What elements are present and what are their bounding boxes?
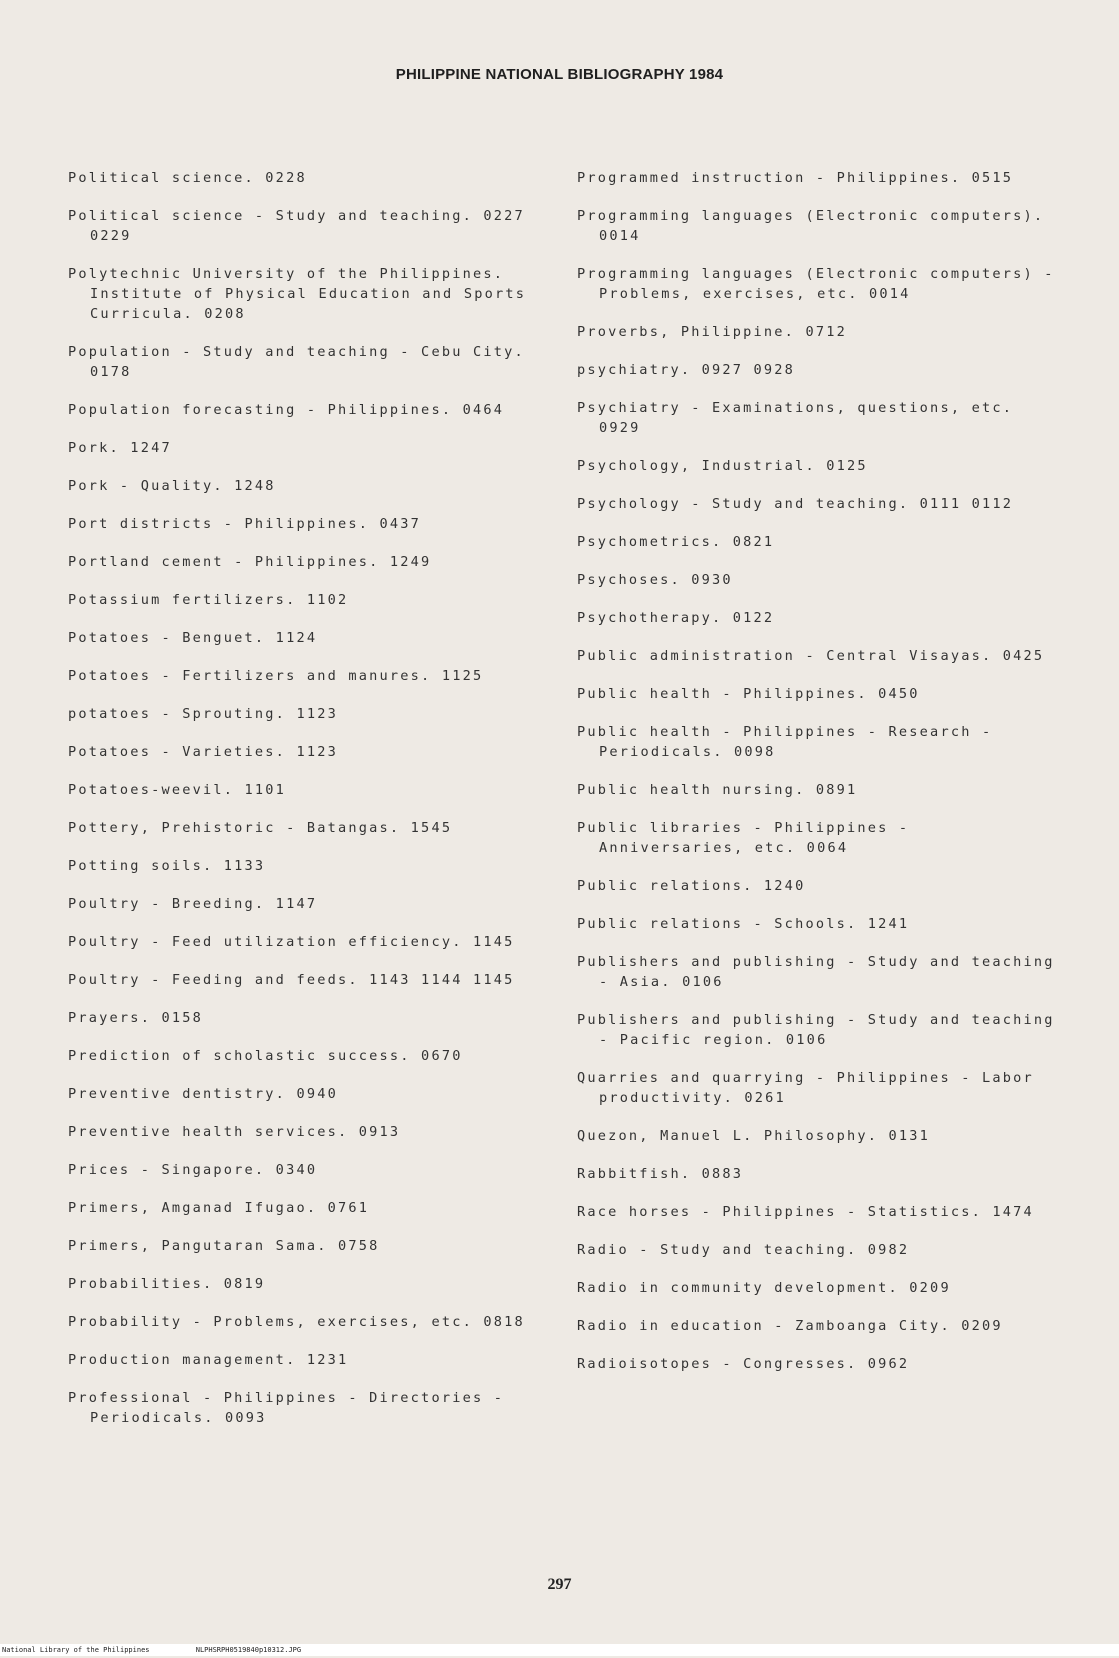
index-entry: Portland cement - Philippines. 1249 [68, 554, 432, 570]
page-title: PHILIPPINE NATIONAL BIBLIOGRAPHY 1984 [395, 66, 724, 83]
index-entry: Radio in education - Zamboanga City. 0209 [577, 1318, 1003, 1334]
index-entry: Psychology - Study and teaching. 0111 0112 [577, 496, 1014, 512]
index-entry: Radio in community development. 0209 [577, 1280, 951, 1296]
index-entry: Primers, Pangutaran Sama. 0758 [68, 1238, 380, 1254]
index-entry: Potatoes - Benguet. 1124 [68, 630, 318, 646]
index-entry: Psychiatry - Examinations, questions, etc. 0929 [577, 400, 1014, 436]
index-entry: Publishers and publishing - Study and teaching - Asia. 0106 [577, 954, 1055, 990]
index-entry: Public health - Philippines. 0450 [577, 686, 920, 702]
index-entry: Public relations. 1240 [577, 878, 806, 894]
index-entry: potatoes - Sprouting. 1123 [68, 706, 338, 722]
index-entry: Poultry - Breeding. 1147 [68, 896, 318, 912]
index-entry: Potatoes-weevil. 1101 [68, 782, 287, 798]
index-entry: Race horses - Philippines - Statistics. 1474 [577, 1204, 1034, 1220]
index-entry: Public health - Philippines - Research - Periodicals. 0098 [577, 724, 993, 760]
index-entry: Potassium fertilizers. 1102 [68, 592, 349, 608]
index-entry: Public relations - Schools. 1241 [577, 916, 910, 932]
index-entry: Potting soils. 1133 [68, 858, 266, 874]
index-entry: Psychology, Industrial. 0125 [577, 458, 868, 474]
index-entry: Preventive dentistry. 0940 [68, 1086, 338, 1102]
footer-library: National Library of the Philippines [2, 1646, 150, 1654]
index-entry: Programming languages (Electronic computers). 0014 [577, 208, 1045, 244]
index-entry: Political science. 0228 [68, 170, 307, 186]
footer-file: NLPHSRPH0519840p10312.JPG [195, 1646, 302, 1654]
index-entry: Public administration - Central Visayas. 0425 [577, 648, 1045, 664]
index-entry: Production management. 1231 [68, 1352, 349, 1368]
index-entry: Primers, Amganad Ifugao. 0761 [68, 1200, 370, 1216]
index-entry: Programmed instruction - Philippines. 0515 [577, 170, 1014, 186]
index-column-right [577, 168, 1057, 1392]
index-entry: Radio - Study and teaching. 0982 [577, 1242, 910, 1258]
index-entry: Pork - Quality. 1248 [68, 478, 276, 494]
index-entry: Public health nursing. 0891 [577, 782, 858, 798]
index-entry: Quezon, Manuel L. Philosophy. 0131 [577, 1128, 931, 1144]
index-entry: Poultry - Feeding and feeds. 1143 1144 1145 [68, 972, 515, 988]
index-entry: Probabilities. 0819 [68, 1276, 266, 1292]
index-entry: Radioisotopes - Congresses. 0962 [577, 1356, 910, 1372]
index-entry: Pottery, Prehistoric - Batangas. 1545 [68, 820, 453, 836]
scan-footer [0, 1644, 1119, 1656]
index-column-left [68, 168, 538, 1446]
index-entry: Preventive health services. 0913 [68, 1124, 401, 1140]
index-entry: Poultry - Feed utilization efficiency. 1145 [68, 934, 515, 950]
index-entry: Political science - Study and teaching. 0227 0229 [68, 208, 525, 244]
index-entry: Prices - Singapore. 0340 [68, 1162, 318, 1178]
page-number: 297 [547, 1576, 572, 1593]
index-entry: Quarries and quarrying - Philippines - Labor productivity. 0261 [577, 1070, 1034, 1106]
index-entry: Psychometrics. 0821 [577, 534, 775, 550]
index-entry: Psychoses. 0930 [577, 572, 733, 588]
index-entry: Rabbitfish. 0883 [577, 1166, 744, 1182]
index-entry: Public libraries - Philippines - Anniversaries, etc. 0064 [577, 820, 910, 856]
index-entry: Probability - Problems, exercises, etc. 0818 [68, 1314, 525, 1330]
index-entry: Proverbs, Philippine. 0712 [577, 324, 847, 340]
index-entry: Prayers. 0158 [68, 1010, 203, 1026]
index-entry: Prediction of scholastic success. 0670 [68, 1048, 463, 1064]
index-entry: Publishers and publishing - Study and teaching - Pacific region. 0106 [577, 1012, 1055, 1048]
index-entry: Potatoes - Fertilizers and manures. 1125 [68, 668, 484, 684]
index-entry: Professional - Philippines - Directories - Periodicals. 0093 [68, 1390, 505, 1426]
index-entry: Psychotherapy. 0122 [577, 610, 775, 626]
index-entry: Polytechnic University of the Philippines. Institute of Physical Education and Sports Curricula. 0208 [68, 266, 527, 322]
index-entry: Population forecasting - Philippines. 0464 [68, 402, 505, 418]
index-entry: Port districts - Philippines. 0437 [68, 516, 422, 532]
index-entry: Potatoes - Varieties. 1123 [68, 744, 338, 760]
index-entry: Pork. 1247 [68, 440, 172, 456]
index-entry: Population - Study and teaching - Cebu City. 0178 [68, 344, 525, 380]
index-entry: psychiatry. 0927 0928 [577, 362, 796, 378]
index-entry: Programming languages (Electronic computers) - Problems, exercises, etc. 0014 [577, 266, 1055, 302]
